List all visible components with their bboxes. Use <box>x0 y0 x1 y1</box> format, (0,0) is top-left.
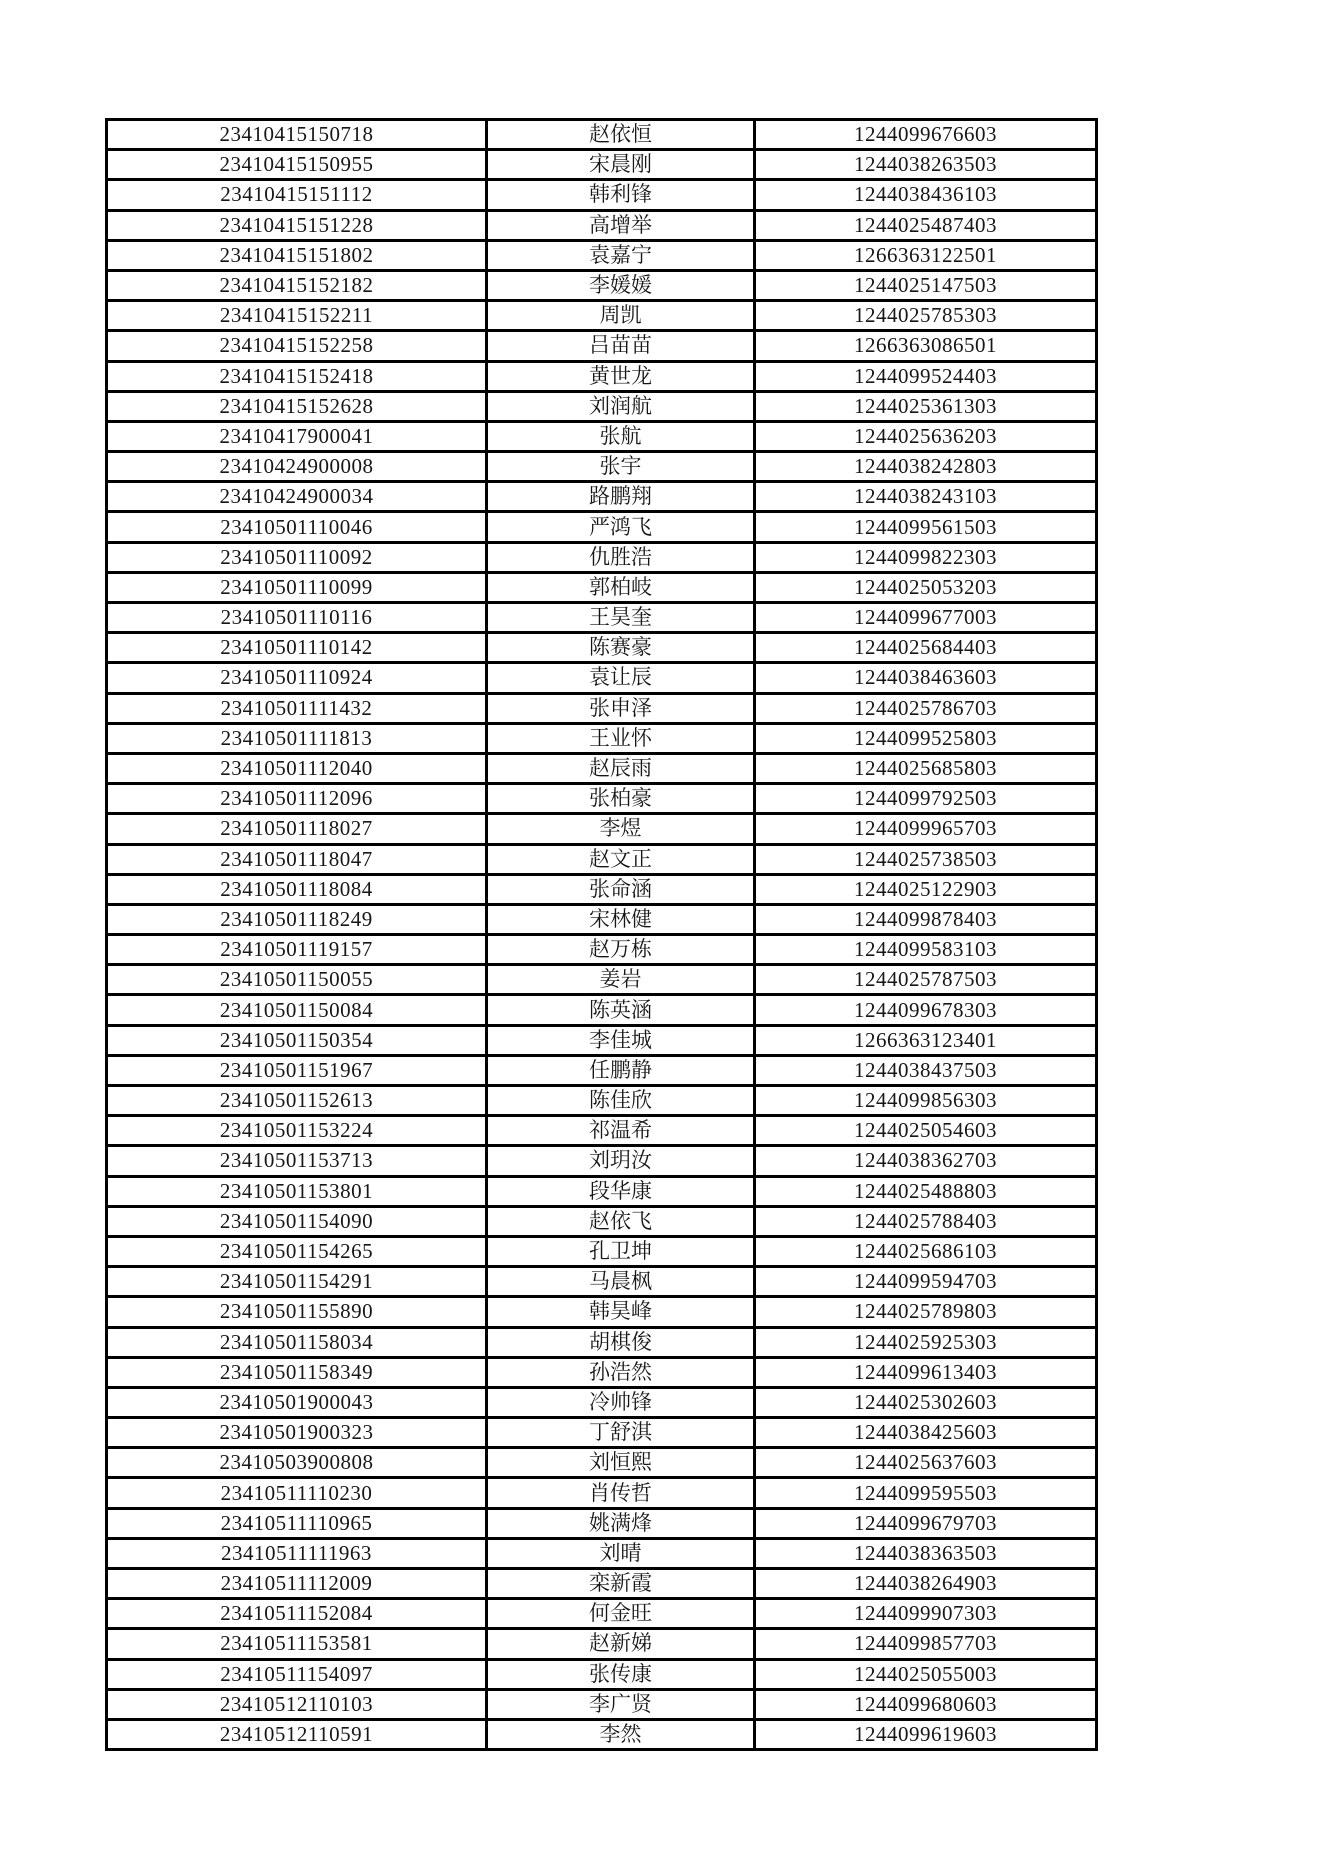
candidate-name-cell: 陈赛豪 <box>487 633 755 663</box>
exam-number-cell: 23410501118084 <box>107 874 487 904</box>
exam-number-cell: 23410415150955 <box>107 150 487 180</box>
candidate-name-cell: 刘恒熙 <box>487 1448 755 1478</box>
candidate-name-cell: 李佳城 <box>487 1025 755 1055</box>
exam-number-cell: 23410501111432 <box>107 693 487 723</box>
candidate-name-cell: 刘润航 <box>487 391 755 421</box>
candidate-name-cell: 丁舒淇 <box>487 1418 755 1448</box>
candidate-name-cell: 周凯 <box>487 301 755 331</box>
candidate-name-cell: 黄世龙 <box>487 361 755 391</box>
certificate-number-cell: 1244025789803 <box>755 1297 1097 1327</box>
candidate-name-cell: 李广贤 <box>487 1689 755 1719</box>
candidate-name-cell: 刘晴 <box>487 1538 755 1568</box>
certificate-number-cell: 1244025925303 <box>755 1327 1097 1357</box>
table-row <box>107 633 1097 663</box>
exam-number-cell: 23410415152418 <box>107 361 487 391</box>
table-row <box>107 391 1097 421</box>
candidate-name-cell: 孔卫坤 <box>487 1236 755 1266</box>
exam-number-cell: 23410501118047 <box>107 844 487 874</box>
candidate-name-cell: 张柏豪 <box>487 784 755 814</box>
certificate-number-cell: 1244099561503 <box>755 512 1097 542</box>
exam-number-cell: 23410501110142 <box>107 633 487 663</box>
candidate-name-cell: 路鹏翔 <box>487 482 755 512</box>
certificate-number-cell: 1244099680603 <box>755 1689 1097 1719</box>
certificate-number-cell: 1244038463603 <box>755 663 1097 693</box>
candidate-name-cell: 张传康 <box>487 1659 755 1689</box>
certificate-number-cell: 1244025488803 <box>755 1176 1097 1206</box>
exam-number-cell: 23410501158349 <box>107 1357 487 1387</box>
exam-number-cell: 23410501150354 <box>107 1025 487 1055</box>
exam-number-cell: 23410501154090 <box>107 1206 487 1236</box>
exam-number-cell: 23410501110924 <box>107 663 487 693</box>
certificate-number-cell: 1244038264903 <box>755 1569 1097 1599</box>
candidate-name-cell: 袁嘉宁 <box>487 240 755 270</box>
certificate-number-cell: 1266363086501 <box>755 331 1097 361</box>
exam-number-cell: 23410501119157 <box>107 935 487 965</box>
candidate-name-cell: 王业怀 <box>487 723 755 753</box>
exam-number-cell: 23410501110099 <box>107 572 487 602</box>
certificate-number-cell: 1244025302603 <box>755 1387 1097 1417</box>
certificate-number-cell: 1244099594703 <box>755 1267 1097 1297</box>
exam-number-cell: 23410511153581 <box>107 1629 487 1659</box>
candidate-name-cell: 祁温希 <box>487 1116 755 1146</box>
table-row <box>107 1086 1097 1116</box>
certificate-number-cell: 1244038242803 <box>755 452 1097 482</box>
certificate-number-cell: 1244099619603 <box>755 1719 1097 1749</box>
candidate-name-cell: 韩昊峰 <box>487 1297 755 1327</box>
roster-table <box>105 118 1098 1751</box>
table-row <box>107 1357 1097 1387</box>
table-row <box>107 603 1097 633</box>
certificate-number-cell: 1244025685803 <box>755 753 1097 783</box>
certificate-number-cell: 1244099583103 <box>755 935 1097 965</box>
certificate-number-cell: 1244099907303 <box>755 1599 1097 1629</box>
table-row <box>107 1055 1097 1085</box>
exam-number-cell: 23410501900043 <box>107 1387 487 1417</box>
exam-number-cell: 23410501900323 <box>107 1418 487 1448</box>
exam-number-cell: 23410501110092 <box>107 542 487 572</box>
exam-number-cell: 23410415150718 <box>107 120 487 150</box>
table-row <box>107 1599 1097 1629</box>
table-row <box>107 935 1097 965</box>
candidate-name-cell: 赵辰雨 <box>487 753 755 783</box>
certificate-number-cell: 1244099676603 <box>755 120 1097 150</box>
candidate-name-cell: 赵依恒 <box>487 120 755 150</box>
certificate-number-cell: 1244025122903 <box>755 874 1097 904</box>
candidate-name-cell: 刘玥汝 <box>487 1146 755 1176</box>
table-row <box>107 270 1097 300</box>
exam-number-cell: 23410415151802 <box>107 240 487 270</box>
exam-number-cell: 23410511154097 <box>107 1659 487 1689</box>
exam-number-cell: 23410511111963 <box>107 1538 487 1568</box>
exam-number-cell: 23410501111813 <box>107 723 487 753</box>
candidate-name-cell: 段华康 <box>487 1176 755 1206</box>
certificate-number-cell: 1244099856303 <box>755 1086 1097 1116</box>
certificate-number-cell: 1244025787503 <box>755 965 1097 995</box>
table-row <box>107 1689 1097 1719</box>
certificate-number-cell: 1266363123401 <box>755 1025 1097 1055</box>
candidate-name-cell: 严鸿飞 <box>487 512 755 542</box>
table-row <box>107 301 1097 331</box>
certificate-number-cell: 1244025738503 <box>755 844 1097 874</box>
certificate-number-cell: 1244025361303 <box>755 391 1097 421</box>
exam-number-cell: 23410501153801 <box>107 1176 487 1206</box>
certificate-number-cell: 1244038243103 <box>755 482 1097 512</box>
certificate-number-cell: 1244038363503 <box>755 1538 1097 1568</box>
certificate-number-cell: 1244099878403 <box>755 904 1097 934</box>
exam-number-cell: 23410415152628 <box>107 391 487 421</box>
exam-number-cell: 23410501151967 <box>107 1055 487 1085</box>
table-row <box>107 452 1097 482</box>
table-row <box>107 1297 1097 1327</box>
candidate-name-cell: 张申泽 <box>487 693 755 723</box>
certificate-number-cell: 1244025636203 <box>755 421 1097 451</box>
table-row <box>107 995 1097 1025</box>
candidate-name-cell: 赵依飞 <box>487 1206 755 1236</box>
certificate-number-cell: 1244099525803 <box>755 723 1097 753</box>
candidate-name-cell: 宋林健 <box>487 904 755 934</box>
candidate-name-cell: 冷帅锋 <box>487 1387 755 1417</box>
table-row <box>107 1387 1097 1417</box>
candidate-name-cell: 赵万栋 <box>487 935 755 965</box>
exam-number-cell: 23410501158034 <box>107 1327 487 1357</box>
candidate-name-cell: 李媛媛 <box>487 270 755 300</box>
certificate-number-cell: 1244025686103 <box>755 1236 1097 1266</box>
candidate-name-cell: 何金旺 <box>487 1599 755 1629</box>
table-row <box>107 1418 1097 1448</box>
candidate-name-cell: 赵新娣 <box>487 1629 755 1659</box>
certificate-number-cell: 1244099857703 <box>755 1629 1097 1659</box>
table-row <box>107 421 1097 451</box>
table-row <box>107 1176 1097 1206</box>
candidate-name-cell: 高增举 <box>487 210 755 240</box>
candidate-name-cell: 张命涵 <box>487 874 755 904</box>
candidate-name-cell: 张航 <box>487 421 755 451</box>
table-row <box>107 753 1097 783</box>
certificate-number-cell: 1244099822303 <box>755 542 1097 572</box>
table-row <box>107 1659 1097 1689</box>
candidate-name-cell: 陈英涵 <box>487 995 755 1025</box>
table-row <box>107 844 1097 874</box>
certificate-number-cell: 1244025786703 <box>755 693 1097 723</box>
exam-number-cell: 23410501154291 <box>107 1267 487 1297</box>
certificate-number-cell: 1244025788403 <box>755 1206 1097 1236</box>
table-row <box>107 965 1097 995</box>
certificate-number-cell: 1244025147503 <box>755 270 1097 300</box>
candidate-name-cell: 姜岩 <box>487 965 755 995</box>
table-row <box>107 784 1097 814</box>
exam-number-cell: 23410424900008 <box>107 452 487 482</box>
table-row <box>107 150 1097 180</box>
candidate-name-cell: 栾新霞 <box>487 1569 755 1599</box>
candidate-name-cell: 仇胜浩 <box>487 542 755 572</box>
candidate-name-cell: 赵文正 <box>487 844 755 874</box>
table-row <box>107 1267 1097 1297</box>
certificate-number-cell: 1244099613403 <box>755 1357 1097 1387</box>
table-row <box>107 814 1097 844</box>
table-row <box>107 1327 1097 1357</box>
exam-number-cell: 23410424900034 <box>107 482 487 512</box>
exam-number-cell: 23410501118027 <box>107 814 487 844</box>
candidate-name-cell: 胡棋俊 <box>487 1327 755 1357</box>
candidate-name-cell: 姚满烽 <box>487 1508 755 1538</box>
table-row <box>107 572 1097 602</box>
certificate-number-cell: 1244099524403 <box>755 361 1097 391</box>
exam-number-cell: 23410511152084 <box>107 1599 487 1629</box>
table-row <box>107 1569 1097 1599</box>
exam-number-cell: 23410501112096 <box>107 784 487 814</box>
exam-number-cell: 23410511110965 <box>107 1508 487 1538</box>
candidate-name-cell: 李然 <box>487 1719 755 1749</box>
candidate-name-cell: 郭柏岐 <box>487 572 755 602</box>
exam-number-cell: 23410503900808 <box>107 1448 487 1478</box>
exam-number-cell: 23410511110230 <box>107 1478 487 1508</box>
certificate-number-cell: 1244099595503 <box>755 1478 1097 1508</box>
table-row <box>107 1478 1097 1508</box>
certificate-number-cell: 1244038362703 <box>755 1146 1097 1176</box>
candidate-name-cell: 陈佳欣 <box>487 1086 755 1116</box>
table-row <box>107 1206 1097 1236</box>
candidate-name-cell: 马晨枫 <box>487 1267 755 1297</box>
certificate-number-cell: 1244099679703 <box>755 1508 1097 1538</box>
exam-number-cell: 23410501153224 <box>107 1116 487 1146</box>
table-row <box>107 904 1097 934</box>
certificate-number-cell: 1244038263503 <box>755 150 1097 180</box>
exam-number-cell: 23410501153713 <box>107 1146 487 1176</box>
certificate-number-cell: 1244038437503 <box>755 1055 1097 1085</box>
certificate-number-cell: 1244025684403 <box>755 633 1097 663</box>
certificate-number-cell: 1244099678303 <box>755 995 1097 1025</box>
table-row <box>107 240 1097 270</box>
table-row <box>107 693 1097 723</box>
table-row <box>107 512 1097 542</box>
certificate-number-cell: 1244025487403 <box>755 210 1097 240</box>
table-row <box>107 1025 1097 1055</box>
candidate-name-cell: 张宇 <box>487 452 755 482</box>
table-row <box>107 331 1097 361</box>
exam-number-cell: 23410501110116 <box>107 603 487 633</box>
table-row <box>107 1538 1097 1568</box>
exam-number-cell: 23410415152258 <box>107 331 487 361</box>
table-row <box>107 1719 1097 1749</box>
exam-number-cell: 23410501112040 <box>107 753 487 783</box>
certificate-number-cell: 1266363122501 <box>755 240 1097 270</box>
exam-number-cell: 23410501154265 <box>107 1236 487 1266</box>
exam-number-cell: 23410501110046 <box>107 512 487 542</box>
table-row <box>107 1448 1097 1478</box>
table-row <box>107 1629 1097 1659</box>
exam-number-cell: 23410415151112 <box>107 180 487 210</box>
candidate-name-cell: 肖传哲 <box>487 1478 755 1508</box>
exam-number-cell: 23410415152182 <box>107 270 487 300</box>
exam-number-cell: 23410415152211 <box>107 301 487 331</box>
certificate-number-cell: 1244025785303 <box>755 301 1097 331</box>
exam-number-cell: 23410501150084 <box>107 995 487 1025</box>
exam-number-cell: 23410417900041 <box>107 421 487 451</box>
table-row <box>107 482 1097 512</box>
candidate-name-cell: 韩利锋 <box>487 180 755 210</box>
candidate-name-cell: 李煜 <box>487 814 755 844</box>
certificate-number-cell: 1244038436103 <box>755 180 1097 210</box>
table-row <box>107 663 1097 693</box>
table-row <box>107 1116 1097 1146</box>
candidate-name-cell: 袁让辰 <box>487 663 755 693</box>
table-row <box>107 1236 1097 1266</box>
certificate-number-cell: 1244025054603 <box>755 1116 1097 1146</box>
exam-number-cell: 23410511112009 <box>107 1569 487 1599</box>
certificate-number-cell: 1244099677003 <box>755 603 1097 633</box>
table-row <box>107 361 1097 391</box>
exam-number-cell: 23410415151228 <box>107 210 487 240</box>
table-row <box>107 874 1097 904</box>
table-row <box>107 723 1097 753</box>
exam-number-cell: 23410501152613 <box>107 1086 487 1116</box>
candidate-name-cell: 宋晨刚 <box>487 150 755 180</box>
exam-number-cell: 23410512110103 <box>107 1689 487 1719</box>
certificate-number-cell: 1244038425603 <box>755 1418 1097 1448</box>
table-row <box>107 542 1097 572</box>
table-row <box>107 120 1097 150</box>
exam-number-cell: 23410501155890 <box>107 1297 487 1327</box>
certificate-number-cell: 1244025053203 <box>755 572 1097 602</box>
certificate-number-cell: 1244025637603 <box>755 1448 1097 1478</box>
candidate-name-cell: 王昊奎 <box>487 603 755 633</box>
roster-table-body <box>107 120 1097 1750</box>
certificate-number-cell: 1244099792503 <box>755 784 1097 814</box>
exam-number-cell: 23410501150055 <box>107 965 487 995</box>
exam-number-cell: 23410512110591 <box>107 1719 487 1749</box>
exam-number-cell: 23410501118249 <box>107 904 487 934</box>
certificate-number-cell: 1244025055003 <box>755 1659 1097 1689</box>
candidate-name-cell: 孙浩然 <box>487 1357 755 1387</box>
candidate-name-cell: 任鹏静 <box>487 1055 755 1085</box>
table-row <box>107 210 1097 240</box>
table-row <box>107 1508 1097 1538</box>
certificate-number-cell: 1244099965703 <box>755 814 1097 844</box>
table-row <box>107 180 1097 210</box>
table-row <box>107 1146 1097 1176</box>
candidate-name-cell: 吕苗苗 <box>487 331 755 361</box>
